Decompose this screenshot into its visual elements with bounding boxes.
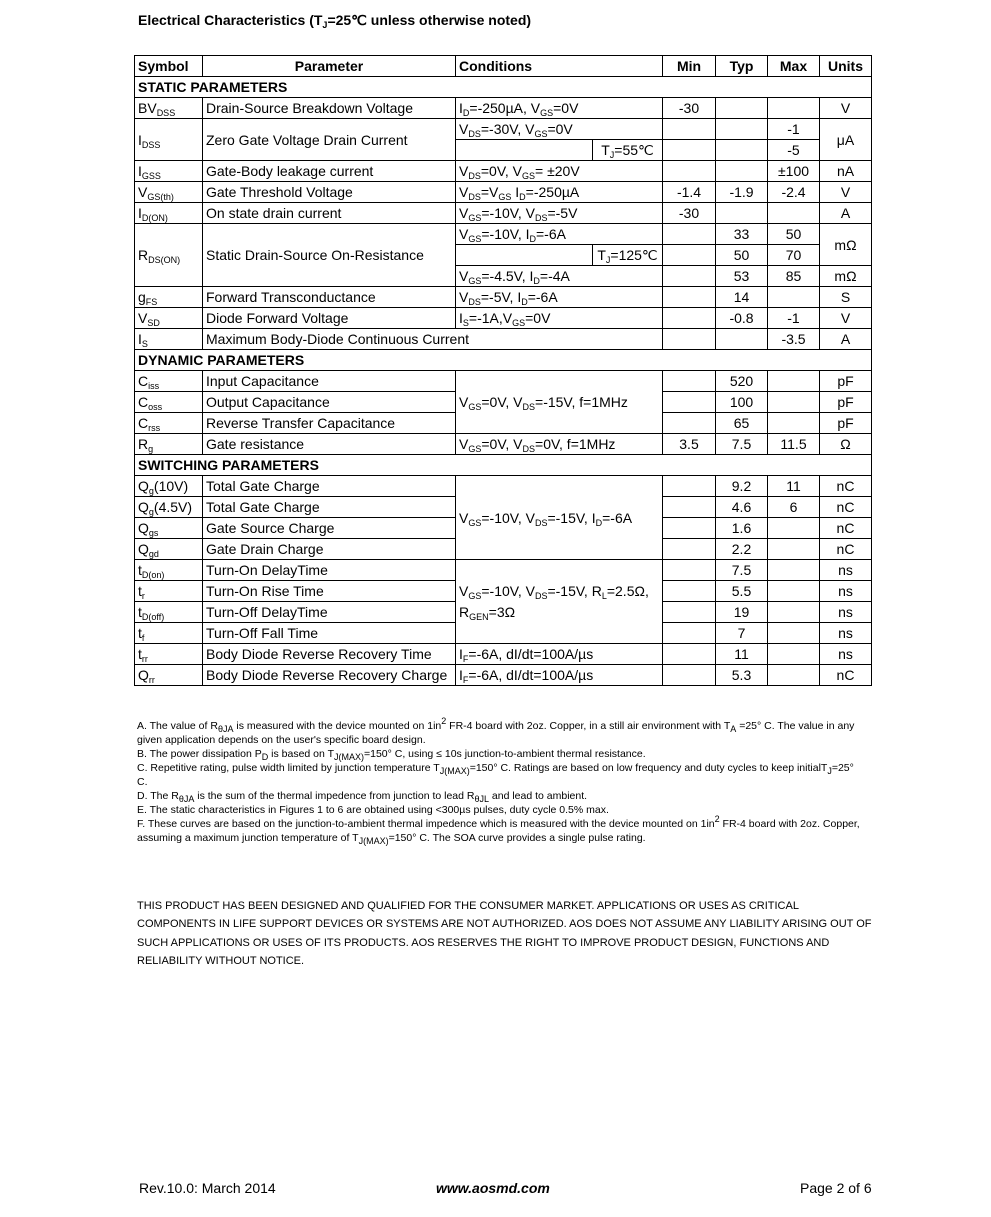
parameter: Forward Transconductance	[203, 287, 456, 308]
header-typ: Typ	[716, 56, 768, 77]
units: mΩ	[820, 224, 872, 266]
note-f: F. These curves are based on the junction-to-ambient thermal impedence which is measured with the device mounted on $1in^2$ FR-4 board with 2oz. Copper, assuming a maximum junction temperature of $T_{J(MAX)}=150^\circ$ C. The SOA curve provides a single pulse rating.	[137, 814, 860, 846]
table-row	[135, 308, 872, 329]
units: pF	[820, 392, 872, 413]
min: -1.4	[663, 182, 716, 203]
section-static: STATIC PARAMETERS	[135, 77, 872, 98]
parameter: Input Capacitance	[203, 371, 456, 392]
symbol: $Q_{rr}$	[135, 665, 203, 686]
parameter: Turn-Off Fall Time	[203, 623, 456, 644]
conditions: $I_F=-6A$, dI/dt=100A/µs	[456, 644, 663, 665]
max: 11.5	[768, 434, 820, 455]
units: A	[820, 203, 872, 224]
symbol: $Q_{gd}$	[135, 539, 203, 560]
units: Ω	[820, 434, 872, 455]
max: 50	[768, 224, 820, 245]
units: V	[820, 182, 872, 203]
table-row	[135, 434, 872, 455]
parameter: Gate Source Charge	[203, 518, 456, 539]
symbol: $I_{D(ON)}$	[135, 203, 203, 224]
conditions: $V_{GS}=-10V$, $V_{DS}=-5V$	[456, 203, 663, 224]
table-row	[135, 560, 872, 581]
note-a: A. The value of $R_{\theta JA}$ is measured with the device mounted on $1in^2$ FR-4 board with 2oz. Copper, in a still air environment with $T_A =25^\circ$ C. The value in any given application depends on the user's specific board design.	[137, 716, 855, 746]
conditions: $T_J=125℃$	[593, 245, 663, 266]
units: V	[820, 308, 872, 329]
symbol: $V_{SD}$	[135, 308, 203, 329]
typ: 65	[716, 413, 768, 434]
note-b: B. The power dissipation $P_D$ is based on $T_{J(MAX)}=150^\circ$ C, using ≤ 10s junction-to-ambient thermal resistance.	[137, 748, 646, 762]
max: -2.4	[768, 182, 820, 203]
parameter: Gate-Body leakage current	[203, 161, 456, 182]
units: nC	[820, 518, 872, 539]
max: 85	[768, 266, 820, 287]
typ: 50	[716, 245, 768, 266]
footer-page-number: Page 2 of 6	[800, 1180, 872, 1196]
typ: 53	[716, 266, 768, 287]
units: S	[820, 287, 872, 308]
parameter: Drain-Source Breakdown Voltage	[203, 98, 456, 119]
symbol: $t_{D(on)}$	[135, 560, 203, 581]
typ: 4.6	[716, 497, 768, 518]
symbol: $C_{iss}$	[135, 371, 203, 392]
parameter: Diode Forward Voltage	[203, 308, 456, 329]
max: -1	[768, 119, 820, 140]
typ: 2.2	[716, 539, 768, 560]
min: 3.5	[663, 434, 716, 455]
header-min: Min	[663, 56, 716, 77]
parameter: Total Gate Charge	[203, 497, 456, 518]
typ: 7	[716, 623, 768, 644]
units: nC	[820, 497, 872, 518]
units: ns	[820, 560, 872, 581]
typ: 9.2	[716, 476, 768, 497]
parameter: Reverse Transfer Capacitance	[203, 413, 456, 434]
parameter: Output Capacitance	[203, 392, 456, 413]
units: A	[820, 329, 872, 350]
symbol: $Q_{gs}$	[135, 518, 203, 539]
symbol: $R_g$	[135, 434, 203, 455]
note-d: D. The $R_{\theta JA}$ is the sum of the thermal impedence from junction to lead $R_{\theta JL}$ and lead to ambient.	[137, 790, 588, 804]
max: -5	[768, 140, 820, 161]
typ: -1.9	[716, 182, 768, 203]
typ: 11	[716, 644, 768, 665]
parameter: Total Gate Charge	[203, 476, 456, 497]
typ: -0.8	[716, 308, 768, 329]
typ: 100	[716, 392, 768, 413]
units: mΩ	[820, 266, 872, 287]
units: V	[820, 98, 872, 119]
units: ns	[820, 602, 872, 623]
page-title: Electrical Characteristics ($T_J=25℃$ unless otherwise noted)	[138, 12, 532, 30]
header-conditions: Conditions	[456, 56, 663, 77]
typ: 7.5	[716, 434, 768, 455]
symbol: $t_r$	[135, 581, 203, 602]
conditions: $V_{DS}=0V$, $V_{GS}= \pm 20V$	[456, 161, 663, 182]
parameter: Gate Drain Charge	[203, 539, 456, 560]
conditions: $V_{GS}=0V$, $V_{DS}=-15V$, f=1MHz	[456, 371, 663, 434]
typ: 33	[716, 224, 768, 245]
typ: 19	[716, 602, 768, 623]
max: 70	[768, 245, 820, 266]
symbol: $g_{FS}$	[135, 287, 203, 308]
min: -30	[663, 203, 716, 224]
section-switching: SWITCHING PARAMETERS	[135, 455, 872, 476]
conditions: $V_{GS}=-10V$, $V_{DS}=-15V$, $I_D=-6A$	[456, 476, 663, 560]
typ: 14	[716, 287, 768, 308]
parameter: Turn-On Rise Time	[203, 581, 456, 602]
section-dynamic: DYNAMIC PARAMETERS	[135, 350, 872, 371]
table-row	[135, 119, 872, 140]
conditions: $I_S=-1A,V_{GS}=0V$	[456, 308, 663, 329]
header-row	[135, 56, 872, 77]
units: pF	[820, 371, 872, 392]
conditions: $V_{DS}=V_{GS}$ $I_D=-250\mu A$	[456, 182, 663, 203]
table-row	[135, 287, 872, 308]
table-row	[135, 476, 872, 497]
symbol: $t_f$	[135, 623, 203, 644]
max: -3.5	[768, 329, 820, 350]
note-e: E. The static characteristics in Figures 1 to 6 are obtained using <300µs pulses, duty cycle 0.5% max.	[137, 804, 609, 816]
max: ±100	[768, 161, 820, 182]
typ: 7.5	[716, 560, 768, 581]
typ: 5.3	[716, 665, 768, 686]
symbol: $C_{oss}$	[135, 392, 203, 413]
conditions: $I_F=-6A$, dI/dt=100A/µs	[456, 665, 663, 686]
symbol: $t_{D(off)}$	[135, 602, 203, 623]
symbol: $t_{rr}$	[135, 644, 203, 665]
table-row	[135, 161, 872, 182]
typ: 1.6	[716, 518, 768, 539]
header-units: Units	[820, 56, 872, 77]
units: nC	[820, 665, 872, 686]
parameter: Turn-Off DelayTime	[203, 602, 456, 623]
symbol: $I_{DSS}$	[135, 119, 203, 161]
symbol: $I_S$	[135, 329, 203, 350]
symbol: $Q_g(4.5V)$	[135, 497, 203, 518]
footer-revision: Rev.10.0: March 2014	[139, 1180, 276, 1196]
conditions: $V_{GS}=0V$, $V_{DS}=0V$, f=1MHz	[456, 434, 663, 455]
note-c: C. Repetitive rating, pulse width limited by junction temperature $T_{J(MAX)}=150^\circ$ C. Ratings are based on low frequency and duty cycles to keep initialT$_J$=25° C.	[137, 762, 854, 788]
table-row	[135, 665, 872, 686]
typ: 520	[716, 371, 768, 392]
table-row	[135, 371, 872, 392]
symbol: $V_{GS(th)}$	[135, 182, 203, 203]
header-parameter: Parameter	[203, 56, 456, 77]
units: nA	[820, 161, 872, 182]
conditions: $T_J=55℃$	[593, 140, 663, 161]
conditions: $V_{DS}=-5V$, $I_D=-6A$	[456, 287, 663, 308]
conditions: $V_{GS}=-10V$, $V_{DS}=-15V$, $R_L=2.5\Omega$, $R_{GEN}=3\Omega$	[456, 560, 663, 644]
conditions: $V_{GS}=-4.5V$, $I_D=-4A$	[456, 266, 663, 287]
units: μA	[820, 119, 872, 161]
symbol: $Q_g(10V)$	[135, 476, 203, 497]
table-row	[135, 644, 872, 665]
footer-url[interactable]: www.aosmd.com	[436, 1180, 550, 1196]
symbol: $C_{rss}$	[135, 413, 203, 434]
parameter: Body Diode Reverse Recovery Time	[203, 644, 456, 665]
typ: 5.5	[716, 581, 768, 602]
table-row	[135, 203, 872, 224]
max: 11	[768, 476, 820, 497]
max: -1	[768, 308, 820, 329]
parameter: Gate resistance	[203, 434, 456, 455]
units: pF	[820, 413, 872, 434]
symbol: $R_{DS(ON)}$	[135, 224, 203, 287]
header-max: Max	[768, 56, 820, 77]
conditions: $I_D=-250\mu A$, $V_{GS}=0V$	[456, 98, 663, 119]
parameter: Static Drain-Source On-Resistance	[203, 224, 456, 287]
parameter: Zero Gate Voltage Drain Current	[203, 119, 456, 161]
symbol: $BV_{DSS}$	[135, 98, 203, 119]
parameter: Gate Threshold Voltage	[203, 182, 456, 203]
header-symbol: Symbol	[135, 56, 203, 77]
max: 6	[768, 497, 820, 518]
units: ns	[820, 581, 872, 602]
parameter: On state drain current	[203, 203, 456, 224]
disclaimer: THIS PRODUCT HAS BEEN DESIGNED AND QUALIFIED FOR THE CONSUMER MARKET. APPLICATIONS OR USES AS CRITICAL COMPONENTS IN LIFE SUPPORT DEVICES OR SYSTEMS ARE NOT AUTHORIZED. AOS DOES NOT ASSUME ANY LIABILITY ARISING OUT OF SUCH APPLICATIONS OR USES OF ITS PRODUCTS. AOS RESERVES THE RIGHT TO IMPROVE PRODUCT DESIGN, FUNCTIONS AND RELIABILITY WITHOUT NOTICE.	[137, 900, 872, 967]
min: -30	[663, 98, 716, 119]
table-row	[135, 98, 872, 119]
units: ns	[820, 623, 872, 644]
parameter: Maximum Body-Diode Continuous Current	[203, 329, 663, 350]
units: nC	[820, 476, 872, 497]
table-row	[135, 224, 872, 245]
table-row	[135, 329, 872, 350]
symbol: $I_{GSS}$	[135, 161, 203, 182]
units: ns	[820, 644, 872, 665]
electrical-characteristics-table	[134, 55, 872, 686]
parameter: Body Diode Reverse Recovery Charge	[203, 665, 456, 686]
units: nC	[820, 539, 872, 560]
footnotes	[137, 716, 867, 846]
conditions: $V_{DS}=-30V$, $V_{GS}=0V$	[456, 119, 663, 140]
parameter: Turn-On DelayTime	[203, 560, 456, 581]
conditions: $V_{GS}=-10V$, $I_D=-6A$	[456, 224, 663, 245]
table-row	[135, 182, 872, 203]
